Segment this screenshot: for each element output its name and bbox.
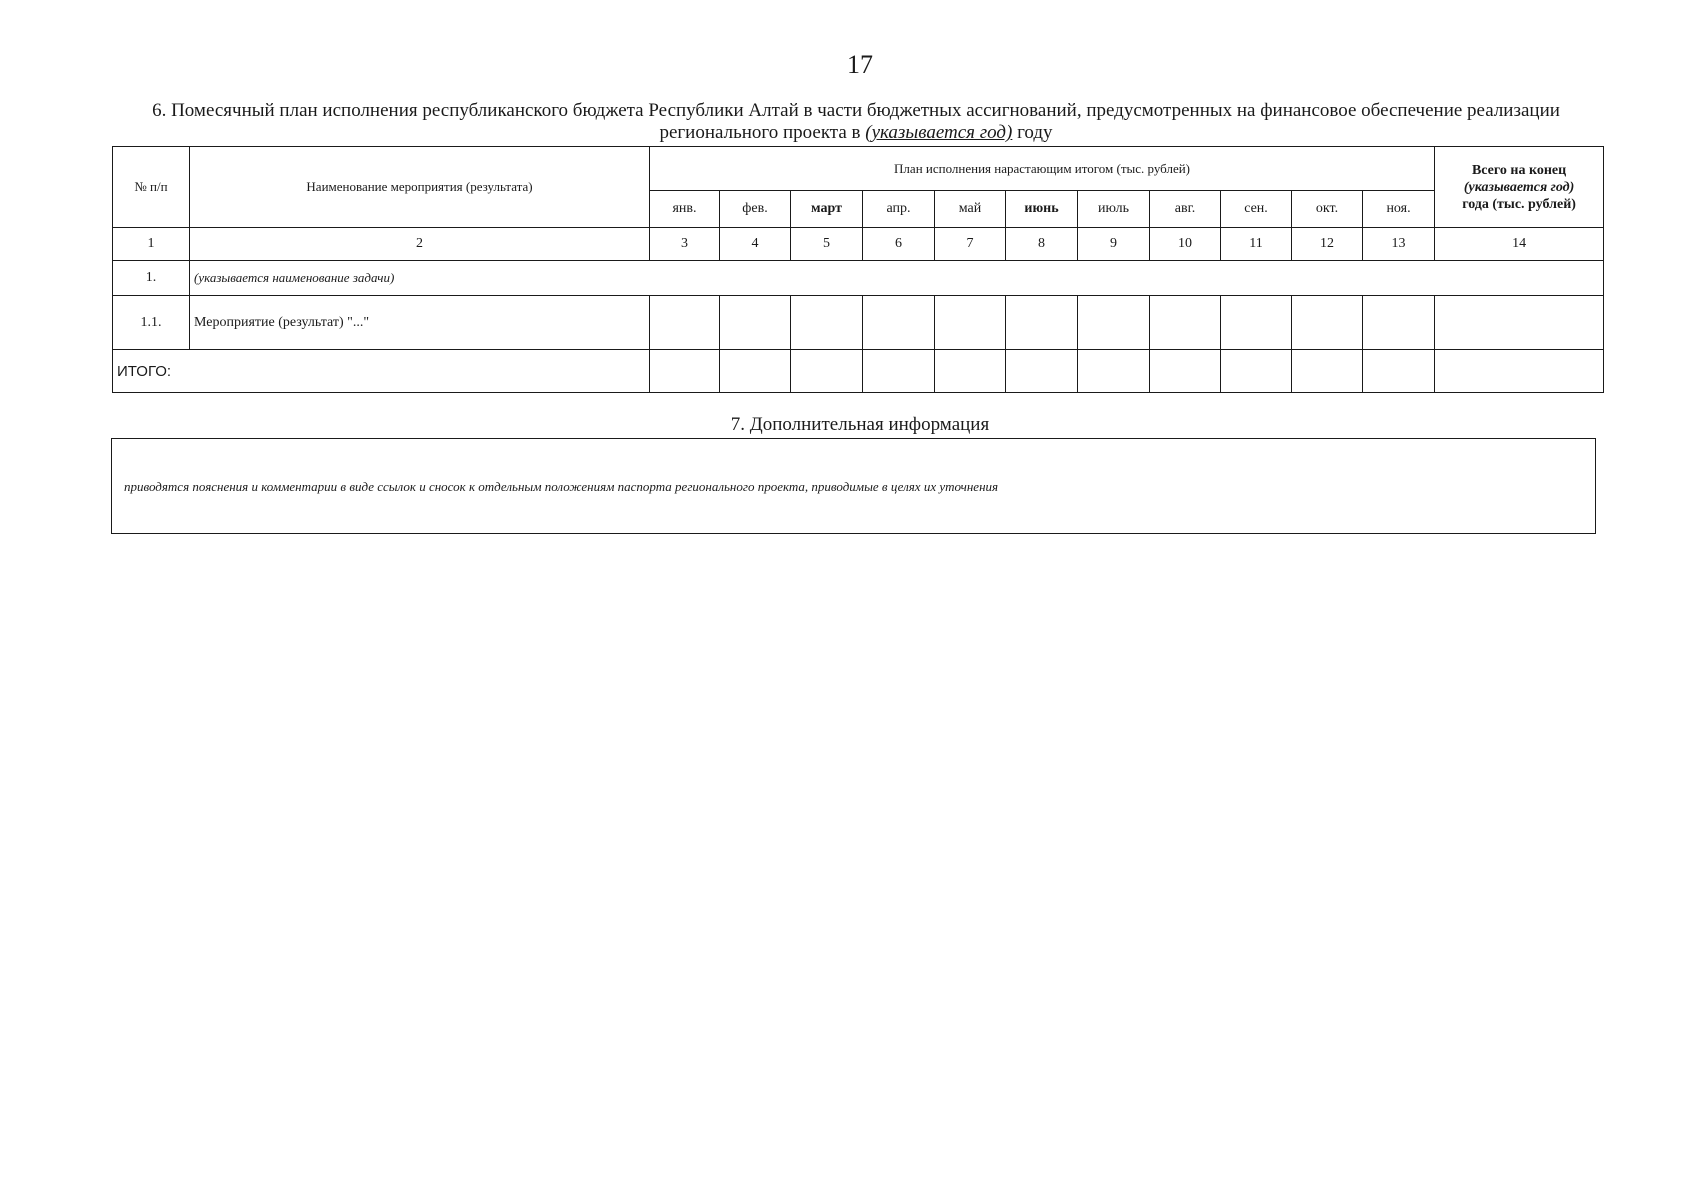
column-header-plan: План исполнения нарастающим итогом (тыс. рублей) [650, 147, 1435, 191]
column-number: 9 [1078, 228, 1150, 261]
column-number: 12 [1292, 228, 1363, 261]
table-cell [1078, 350, 1150, 393]
section-6-title-italic: (указывается год) [865, 122, 1013, 143]
table-cell [1435, 296, 1604, 350]
event-number: 1.1. [113, 296, 190, 350]
table-cell [1363, 350, 1435, 393]
table-cell [1292, 296, 1363, 350]
table-cell [1150, 350, 1221, 393]
table-cell [1078, 296, 1150, 350]
table-cell [863, 296, 935, 350]
table-cell [1221, 350, 1292, 393]
task-name: (указывается наименование задачи) [190, 261, 1604, 296]
column-header-total-line3: года (тыс. рублей) [1462, 196, 1576, 212]
column-number: 10 [1150, 228, 1221, 261]
column-number: 1 [113, 228, 190, 261]
table-cell [1006, 350, 1078, 393]
table-cell [720, 296, 791, 350]
column-number: 14 [1435, 228, 1604, 261]
total-label: ИТОГО: [113, 350, 650, 393]
column-header-total-line2: (указывается год) [1463, 179, 1575, 195]
table-cell [650, 296, 720, 350]
column-number: 4 [720, 228, 791, 261]
month-header: авг. [1150, 191, 1221, 228]
table-cell [650, 350, 720, 393]
section-7-title: 7. Дополнительная информация [730, 414, 990, 435]
additional-info-box [111, 438, 1596, 534]
section-6-title [112, 100, 1600, 144]
column-number: 11 [1221, 228, 1292, 261]
column-header-total [1435, 147, 1604, 228]
table-cell [720, 350, 791, 393]
column-number: 5 [791, 228, 863, 261]
month-header: май [935, 191, 1006, 228]
table-cell [1221, 296, 1292, 350]
column-number: 6 [863, 228, 935, 261]
column-number: 13 [1363, 228, 1435, 261]
event-name: Мероприятие (результат) "..." [190, 296, 650, 350]
column-header-number: № п/п [113, 147, 190, 228]
column-number: 2 [190, 228, 650, 261]
column-header-name: Наименование мероприятия (результата) [190, 147, 650, 228]
month-header: март [791, 191, 863, 228]
section-6-title-part1: 6. Помесячный план исполнения республиканского бюджета Республики Алтай в части бюджетных ассигнований, предусмотренных на финансовое обеспечение реализации регионального проекта в [152, 100, 1560, 143]
table-cell [935, 296, 1006, 350]
section-6-title-part2: году [1012, 122, 1053, 143]
month-header: янв. [650, 191, 720, 228]
table-cell [863, 350, 935, 393]
month-header: окт. [1292, 191, 1363, 228]
month-header: июнь [1006, 191, 1078, 228]
table-cell [1150, 296, 1221, 350]
column-number: 7 [935, 228, 1006, 261]
page-number: 17 [847, 50, 873, 79]
column-header-total-line1: Всего на конец [1471, 162, 1567, 178]
month-header: фев. [720, 191, 791, 228]
month-header: июль [1078, 191, 1150, 228]
table-cell [1006, 296, 1078, 350]
column-number: 3 [650, 228, 720, 261]
table-cell [1292, 350, 1363, 393]
month-header: сен. [1221, 191, 1292, 228]
table-cell [1363, 296, 1435, 350]
table-cell [1435, 350, 1604, 393]
budget-plan-table [112, 146, 1604, 393]
month-header: апр. [863, 191, 935, 228]
month-header: ноя. [1363, 191, 1435, 228]
task-number: 1. [113, 261, 190, 296]
table-cell [791, 296, 863, 350]
column-number: 8 [1006, 228, 1078, 261]
additional-info-text: приводятся пояснения и комментарии в виде ссылок и сносок к отдельным положениям паспорта регионального проекта, приводимые в целях их уточнения [124, 479, 999, 494]
table-cell [791, 350, 863, 393]
table-cell [935, 350, 1006, 393]
